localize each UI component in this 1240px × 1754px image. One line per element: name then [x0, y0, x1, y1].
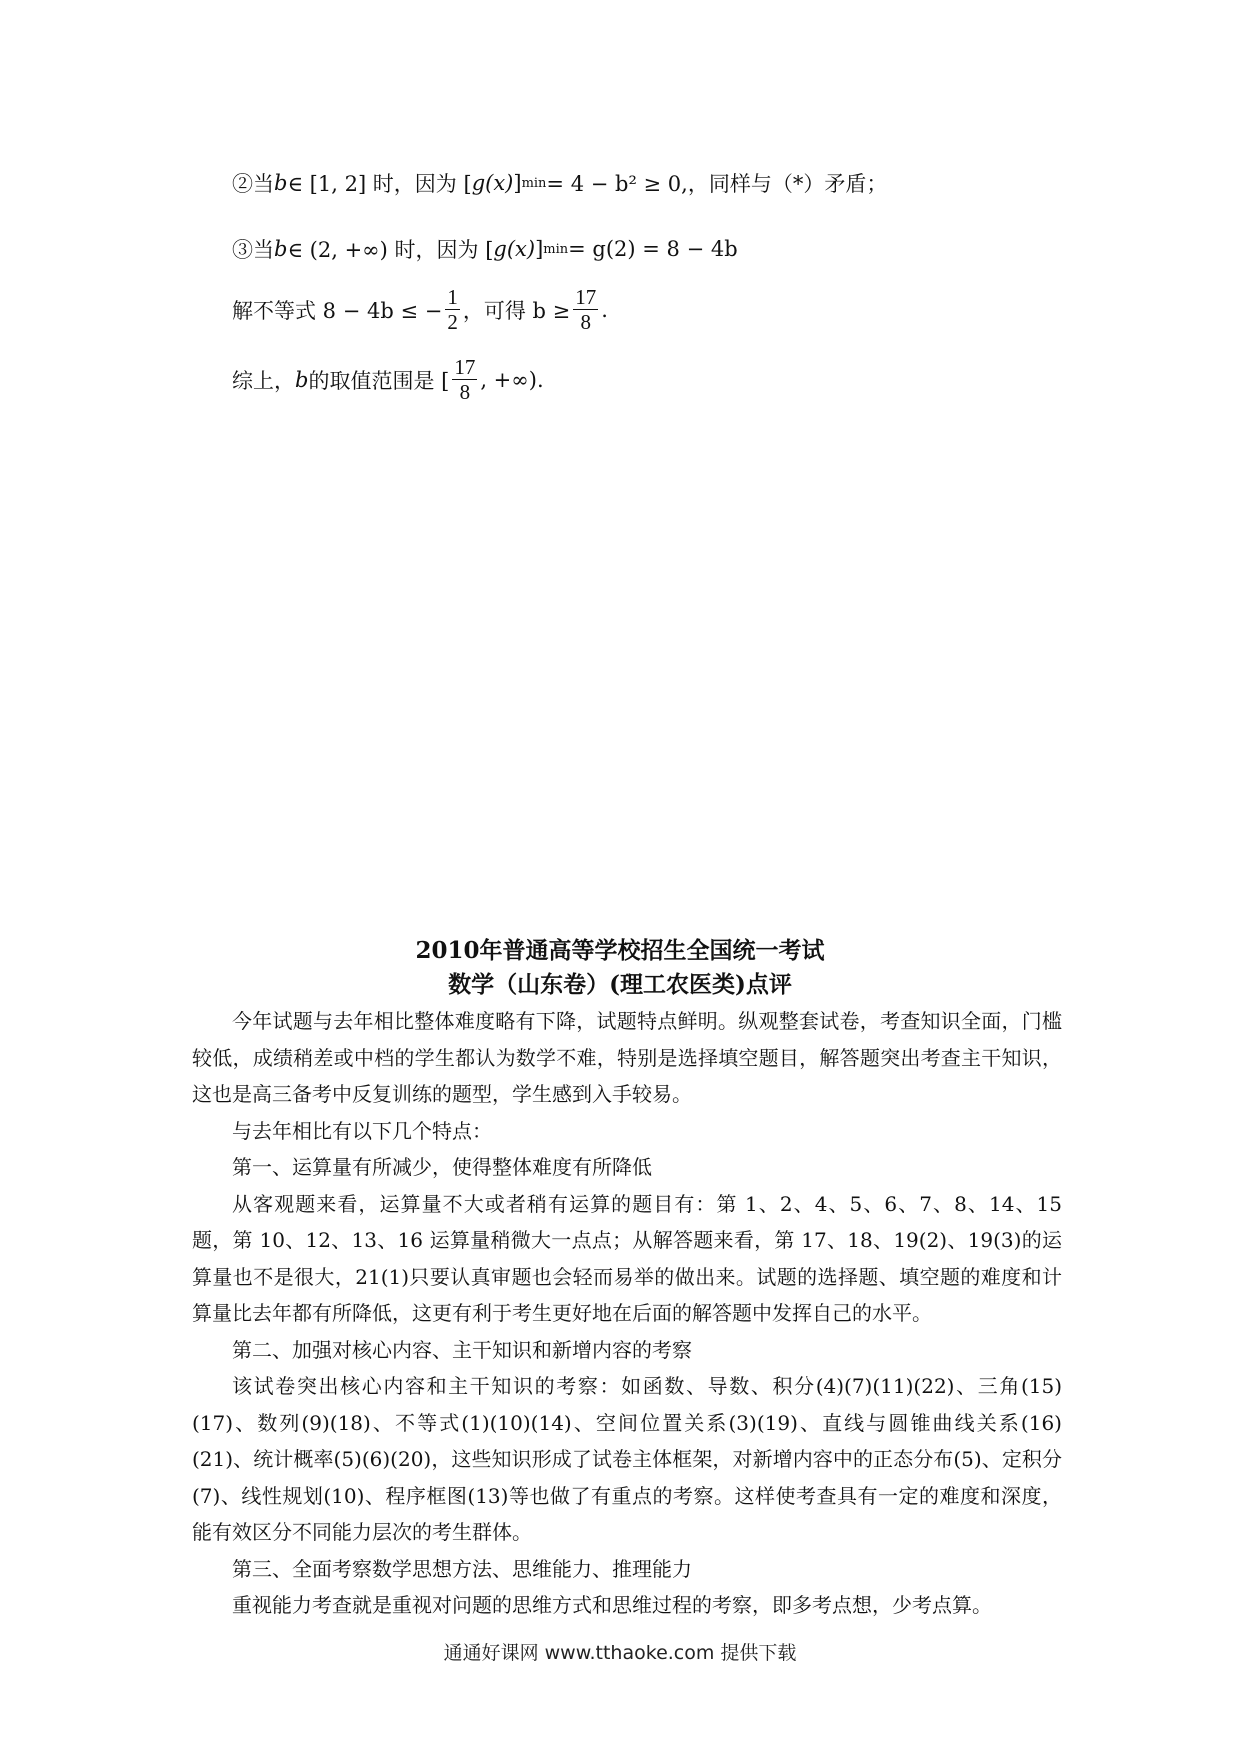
case2-interval: ∈ [1, 2] 时，因为 [: [287, 172, 472, 196]
paragraph-intro: 今年试题与去年相比整体难度略有下降，试题特点鲜明。纵观整套试卷，考查知识全面，门槛较低，成绩稍差或中档的学生都认为数学不难，特别是选择填空题目，解答题突出考查主干知识，这也是高三备考中反复训练的题型，学生感到入手较易。: [192, 1009, 1062, 1106]
review-body: [192, 1003, 1062, 1624]
fraction-seventeen-eighths: [573, 285, 598, 334]
paragraph-point-two: 第二、加强对核心内容、主干知识和新增内容的考察: [232, 1337, 692, 1362]
paragraph-point-one: 第一、运算量有所减少，使得整体难度有所降低: [232, 1155, 652, 1179]
case2-equation: = 4 − b² ≥ 0,，同样与（*）矛盾；: [546, 172, 888, 196]
page-footer: 通通好课网 www.tthaoke.com 提供下载: [443, 1642, 797, 1664]
case2-variable: b: [274, 171, 288, 195]
paragraph-point-one-detail: 从客观题来看，运算量不大或者稍有运算的题目有：第 1、2、4、5、6、7、8、14、15 题，第 10、12、13、16 运算量稍微大一点点；从解答题来看，第 17、18、19(2)、19(3)的运算量也不是很大，21(1)只要认真审题也会轻而易举的做出来。试题的选择题、填空题的难度和计算量比去年都有所降低，这更有利于考生更好地在后面的解答题中发挥自己的水平。: [192, 1191, 1062, 1325]
solution-line-case3: ③当 b ∈ (2, +∞) 时，因为 [ g(x) ] min = g(2) = 8 − 4b: [232, 234, 738, 264]
conclusion-end: , +∞).: [480, 367, 544, 392]
fraction-numerator: 17: [575, 285, 597, 309]
solution-line-conclusion: [232, 355, 544, 404]
case2-label: ②当: [232, 172, 274, 196]
case3-interval: ∈ (2, +∞) 时，因为 [: [287, 238, 494, 262]
document-subtitle: 数学（山东卷）(理工农医类)点评: [448, 971, 792, 998]
conclusion-label: 综上，: [232, 368, 295, 393]
fraction-seventeen-eighths: [452, 355, 477, 404]
fraction-numerator: 17: [454, 355, 476, 379]
case2-function: g(x): [471, 171, 514, 195]
paragraph-point-three-detail: 重视能力考查就是重视对问题的思维方式和思维过程的考察，即多考点想，少考点算。: [232, 1593, 992, 1617]
case3-function: g(x): [493, 237, 536, 261]
solution-line-case2: ②当 b ∈ [1, 2] 时，因为 [ g(x) ] min = 4 − b² ≥ 0,，同样与（*）矛盾；: [232, 168, 887, 198]
inequality-text: 解不等式 8 − 4b ≤ −: [232, 298, 443, 323]
fraction-denominator: 8: [459, 380, 471, 405]
paragraph-point-two-detail: 该试卷突出核心内容和主干知识的考察：如函数、导数、积分(4)(7)(11)(22)、三角(15)(17)、数列(9)(18)、不等式(1)(10)(14)、空间位置关系(3)(19)、直线与圆锥曲线关系(16)(21)、统计概率(5)(6)(20)，这些知识形成了试卷主体框架，对新增内容中的正态分布(5)、定积分(7)、线性规划(10)、程序框图(13)等也做了有重点的考察。这样使考查具有一定的难度和深度，能有效区分不同能力层次的考生群体。: [192, 1374, 1062, 1544]
paragraph-point-three: 第三、全面考察数学思想方法、思维能力、推理能力: [232, 1556, 692, 1581]
case2-subscript: min: [521, 175, 547, 191]
inequality-result-text: ，可得 b ≥: [462, 298, 571, 323]
fraction-denominator: 8: [580, 310, 591, 335]
case3-label: ③当: [232, 238, 274, 262]
fraction-one-half: [445, 285, 460, 334]
case3-variable: b: [274, 237, 288, 261]
conclusion-text: 的取值范围是 [: [308, 368, 450, 393]
period: .: [601, 297, 608, 322]
document-title: 2010年普通高等学校招生全国统一考试: [415, 937, 825, 964]
case3-equation: = g(2) = 8 − 4b: [568, 237, 738, 261]
conclusion-variable: b: [295, 367, 309, 392]
solution-line-inequality: [232, 285, 608, 334]
paragraph-features-heading: 与去年相比有以下几个特点：: [232, 1118, 492, 1143]
case3-subscript: min: [543, 241, 569, 257]
fraction-denominator: 2: [447, 310, 458, 335]
fraction-numerator: 1: [447, 285, 458, 309]
